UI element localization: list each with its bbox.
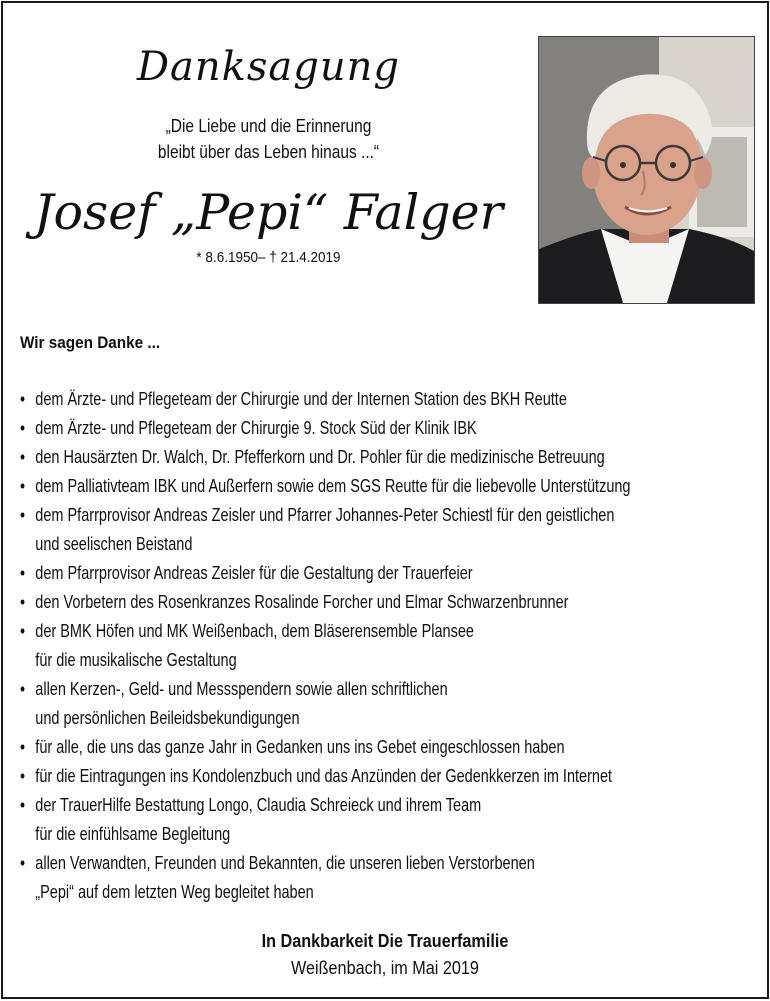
list-item-text: der TrauerHilfe Bestattung Longo, Claudia Schreieck und ihrem Team xyxy=(35,795,482,815)
page-title: Danksagung xyxy=(136,44,401,90)
list-item-text: den Vorbetern des Rosenkranzes Rosalinde Forcher und Elmar Schwarzenbrunner xyxy=(35,592,569,612)
list-item xyxy=(20,588,632,617)
quote-line-2: bleibt über das Leben hinaus ...“ xyxy=(157,142,380,162)
list-item-continuation: „Pepi“ auf dem letzten Weg begleitet haben xyxy=(35,882,314,902)
list-item xyxy=(20,675,632,733)
list-item-continuation: und seelischen Beistand xyxy=(35,534,193,554)
list-item-text: dem Palliativteam IBK und Außerfern sowie dem SGS Reutte für die liebevolle Unterstützung xyxy=(35,476,631,496)
list-item xyxy=(20,385,632,414)
list-item-text: dem Pfarrprovisor Andreas Zeisler und Pfarrer Johannes-Peter Schiestl für den geistlichen xyxy=(35,505,615,525)
list-item-text: dem Ärzte- und Pflegeteam der Chirurgie und der Internen Station des BKH Reutte xyxy=(35,389,567,409)
list-item-continuation: für die musikalische Gestaltung xyxy=(35,650,237,670)
deceased-name: Josef „Pepi“ Falger xyxy=(33,184,504,241)
thanks-intro: Wir sagen Danke ... xyxy=(20,333,161,352)
list-item xyxy=(20,559,632,588)
portrait-illustration xyxy=(539,37,754,303)
list-item xyxy=(20,617,632,675)
life-dates: * 8.6.1950– † 21.4.2019 xyxy=(196,249,341,266)
list-item xyxy=(20,414,632,443)
list-item-text: den Hausärzten Dr. Walch, Dr. Pfefferkorn und Dr. Pohler für die medizinische Betreuung xyxy=(35,447,605,467)
header-block xyxy=(11,41,526,268)
list-item xyxy=(20,762,632,791)
list-item-continuation: für die einfühlsame Begleitung xyxy=(35,824,231,844)
obituary-card xyxy=(1,1,769,999)
list-item-text: allen Verwandten, Freunden und Bekannten, die unseren lieben Verstorbenen xyxy=(35,853,535,873)
portrait-photo xyxy=(538,36,755,304)
quote-line-1: „Die Liebe und die Erinnerung xyxy=(165,116,372,136)
list-item-continuation: und persönlichen Beileidsbekundigungen xyxy=(35,708,300,728)
list-item-text: allen Kerzen-, Geld- und Messspendern sowie allen schriftlichen xyxy=(35,679,448,699)
list-item-text: für die Eintragungen ins Kondolenzbuch und das Anzünden der Gedenkkerzen im Internet xyxy=(35,766,613,786)
list-item xyxy=(20,791,632,849)
signature-line: In Dankbarkeit Die Trauerfamilie xyxy=(261,931,509,951)
list-item xyxy=(20,733,632,762)
list-item xyxy=(20,472,632,501)
list-item-text: dem Ärzte- und Pflegeteam der Chirurgie 9. Stock Süd der Klinik IBK xyxy=(35,418,477,438)
thanks-list xyxy=(20,385,769,907)
list-item xyxy=(20,443,632,472)
list-item-text: dem Pfarrprovisor Andreas Zeisler für die Gestaltung der Trauerfeier xyxy=(35,563,473,583)
list-item xyxy=(20,849,632,907)
list-item xyxy=(20,501,632,559)
list-item-text: für alle, die uns das ganze Jahr in Gedanken uns ins Gebet eingeschlossen haben xyxy=(35,737,565,757)
place-date-line: Weißenbach, im Mai 2019 xyxy=(291,958,479,978)
list-item-text: der BMK Höfen und MK Weißenbach, dem Bläserensemble Plansee xyxy=(35,621,474,641)
